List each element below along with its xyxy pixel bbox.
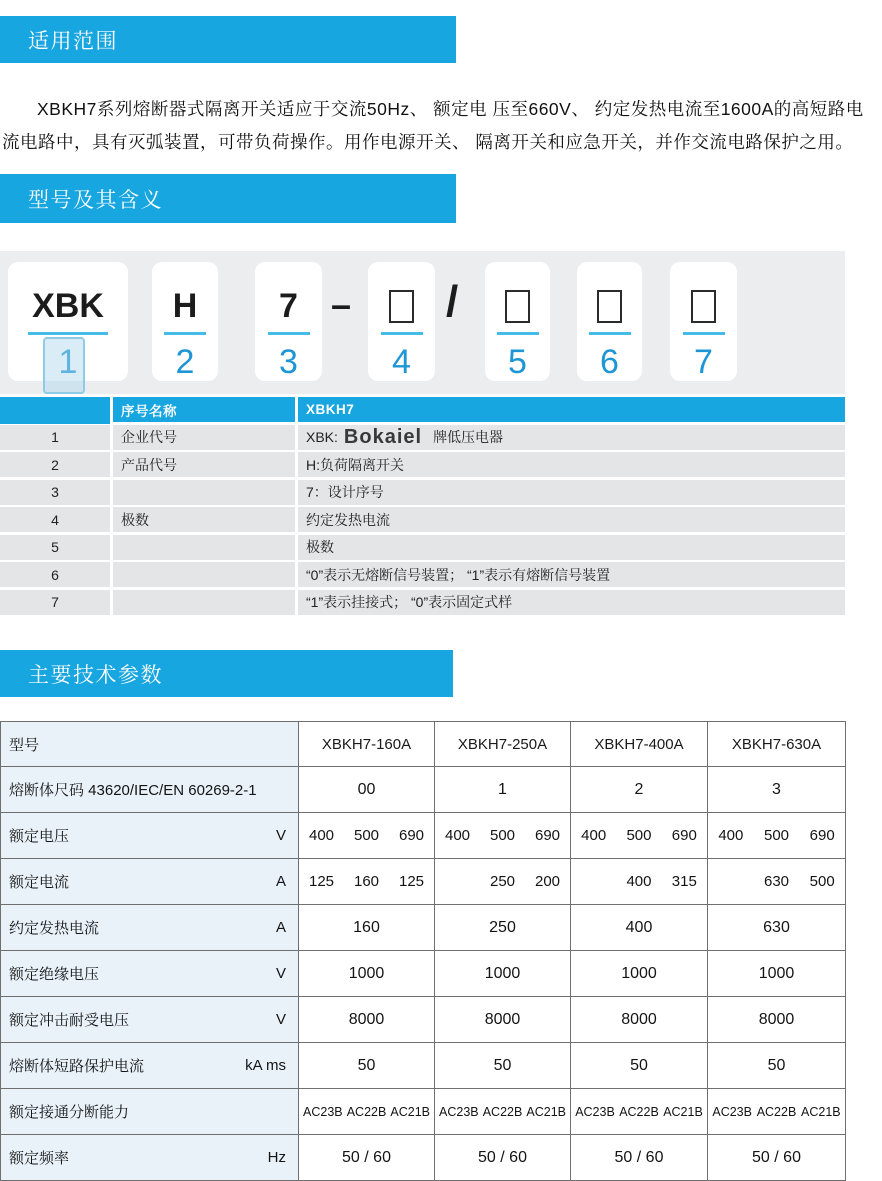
model-table-row-name (113, 590, 295, 615)
tech-row-label-cell (1, 951, 299, 997)
segment-underline-decoration (497, 332, 539, 335)
model-table-row-number: 7 (0, 590, 110, 615)
tech-value-cell: 160 (299, 905, 435, 951)
tech-value-triple (299, 827, 434, 844)
tech-value-cell: 2 (571, 767, 708, 813)
brand-prefix: XBK: (306, 429, 338, 445)
tech-sub-value: 125 (398, 873, 425, 890)
tech-value-cell: 50 / 60 (299, 1135, 435, 1181)
tech-value-cell: 8000 (435, 997, 571, 1043)
tech-row-unit: V (275, 1011, 286, 1028)
model-table-row-desc: 7：设计序号 (298, 480, 845, 505)
model-table-row-number: 1 (0, 425, 110, 450)
model-table-row-desc: “0”表示无熔断信号装置； “1”表示有熔断信号装置 (298, 562, 845, 587)
tech-value-cell: 8000 (571, 997, 708, 1043)
tech-value-triple (571, 1105, 707, 1119)
tech-row-label-wrap (1, 963, 298, 984)
tech-sub-value: 400 (626, 873, 652, 890)
tech-sub-value: 500 (763, 827, 790, 844)
tech-value-cell (435, 813, 571, 859)
model-segment-card-5 (485, 262, 550, 381)
tech-row-label-wrap (1, 917, 298, 938)
segment-code (389, 288, 414, 324)
tech-value-cell: 1000 (708, 951, 846, 997)
model-segment-card-2 (152, 262, 218, 381)
tech-row-label: 额定频率 (9, 1150, 70, 1167)
tech-value-triple (299, 1105, 434, 1119)
tech-value-cell: 400 (571, 905, 708, 951)
tech-value-triple (435, 873, 570, 890)
section-title-params: 主要技术参数 (28, 663, 163, 687)
tech-sub-value: AC23B (439, 1104, 479, 1119)
tech-row-unit: V (275, 827, 286, 844)
model-table-row-name (113, 535, 295, 560)
segment-number: 2 (175, 343, 195, 381)
tech-sub-value: 500 (489, 827, 516, 844)
segment-1-highlight-box (43, 337, 85, 394)
tech-row-label: 额定电流 (9, 874, 70, 891)
tech-value-cell (708, 1089, 846, 1135)
tech-table-row (1, 1089, 846, 1135)
tech-sub-value: 500 (809, 873, 835, 890)
model-table-row-number: 5 (0, 535, 110, 560)
tech-sub-value: AC22B (619, 1104, 659, 1119)
tech-row-label: 额定接通分断能力 (9, 1104, 130, 1121)
tech-value-cell: 1000 (571, 951, 708, 997)
tech-sub-value: AC21B (801, 1104, 841, 1119)
tech-table-row (1, 813, 846, 859)
tech-value-cell: 50 (571, 1043, 708, 1089)
tech-table-row (1, 1135, 846, 1181)
tech-value-triple (435, 827, 570, 844)
segment-number: 1 (58, 343, 78, 381)
tech-value-cell: 50 / 60 (571, 1135, 708, 1181)
tech-sub-value: AC22B (756, 1104, 797, 1119)
tech-value-triple (571, 827, 707, 844)
section-banner-model (0, 174, 456, 223)
tech-sub-value: 400 (444, 827, 471, 844)
section-banner-params (0, 650, 453, 697)
tech-value-cell: 50 (299, 1043, 435, 1089)
model-table-row-number: 2 (0, 452, 110, 477)
tech-value-cell (708, 859, 846, 905)
dash-separator: – (331, 284, 352, 325)
model-table-row-number: 4 (0, 507, 110, 532)
segment-code: H (172, 287, 198, 325)
model-table-row-name (113, 562, 295, 587)
tech-value-triple (708, 1105, 845, 1119)
tech-sub-value: AC22B (482, 1104, 523, 1119)
tech-sub-value: 200 (534, 873, 561, 890)
tech-sub-value: 400 (308, 827, 335, 844)
tech-row-label-wrap (1, 1101, 298, 1122)
tech-row-label-wrap (1, 1055, 298, 1076)
tech-row-label: 额定冲击耐受电压 (9, 1012, 130, 1029)
tech-sub-value: 125 (308, 873, 335, 890)
segment-underline-decoration (28, 332, 108, 335)
tech-sub-value: 630 (763, 873, 790, 890)
tech-row-label-cell (1, 997, 299, 1043)
tech-sub-value: 690 (809, 827, 835, 844)
tech-table-row (1, 951, 846, 997)
model-segment-card-3 (255, 262, 322, 381)
section-title-model: 型号及其含义 (28, 188, 163, 212)
tech-value-cell (571, 1089, 708, 1135)
tech-table-row (1, 905, 846, 951)
tech-value-cell: 3 (708, 767, 846, 813)
empty-box-placeholder (389, 290, 414, 323)
model-table-row-desc: “1”表示挂接式； “0”表示固定式样 (298, 590, 845, 615)
model-table-header-name: 序号名称 (113, 397, 295, 422)
tech-row-label-cell (1, 1043, 299, 1089)
tech-value-triple (571, 873, 707, 890)
tech-sub-value: 500 (626, 827, 652, 844)
tech-table-row (1, 1043, 846, 1089)
tech-value-cell: 630 (708, 905, 846, 951)
model-table-row-desc: 极数 (298, 535, 845, 560)
tech-value-cell: 250 (435, 905, 571, 951)
tech-row-label-wrap (1, 779, 298, 800)
tech-model-header: XBKH7-160A (299, 722, 435, 767)
tech-sub-value: AC23B (575, 1104, 615, 1119)
model-table-row-number: 3 (0, 480, 110, 505)
segment-number: 7 (694, 343, 713, 381)
model-table-row-number: 6 (0, 562, 110, 587)
segment-number: 3 (279, 343, 298, 381)
segment-underline-decoration (381, 332, 423, 335)
model-table-header-xbkh7: XBKH7 (298, 397, 845, 422)
tech-value-triple (708, 873, 845, 890)
tech-model-header: XBKH7-400A (571, 722, 708, 767)
tech-value-cell: 8000 (299, 997, 435, 1043)
brand-logo-text: Bokaiel (343, 425, 423, 448)
tech-sub-value: 250 (489, 873, 516, 890)
tech-value-cell: 50 (708, 1043, 846, 1089)
tech-sub-value: AC22B (346, 1104, 387, 1119)
brand-suffix: 牌低压电器 (433, 429, 504, 445)
tech-value-cell (571, 813, 708, 859)
tech-value-cell: 1 (435, 767, 571, 813)
tech-value-cell: 8000 (708, 997, 846, 1043)
model-table-row-name (113, 480, 295, 505)
tech-row-label-wrap (1, 1009, 298, 1030)
tech-value-triple (708, 827, 845, 844)
tech-row-label-cell (1, 813, 299, 859)
segment-underline-decoration (268, 332, 310, 335)
tech-sub-value: AC21B (663, 1104, 703, 1119)
tech-row-label-cell (1, 722, 299, 767)
tech-sub-value: AC23B (712, 1104, 752, 1119)
tech-sub-value: 690 (398, 827, 425, 844)
empty-box-placeholder (597, 290, 622, 323)
tech-sub-value: 400 (718, 827, 744, 844)
model-table-row-desc: 约定发热电流 (298, 507, 845, 532)
segment-underline-decoration (683, 332, 725, 335)
tech-row-unit: Hz (267, 1149, 286, 1166)
tech-model-header: XBKH7-630A (708, 722, 846, 767)
segment-code (505, 288, 530, 324)
tech-value-cell (708, 813, 846, 859)
tech-sub-value: AC21B (390, 1104, 430, 1119)
model-table-row-name: 极数 (113, 507, 295, 532)
tech-sub-value: 690 (671, 827, 697, 844)
slash-separator: / (446, 277, 459, 326)
scope-paragraph: XBKH7系列熔断器式隔离开关适应于交流50Hz、 额定电 压至660V、 约定发热电流至1600A的高短路电流电路中，具有灭弧装置，可带负荷操作。用作电源开关、 隔离开关和应急开关，并作交流电路保护之用。 (2, 99, 864, 152)
tech-value-cell (299, 813, 435, 859)
tech-value-cell: 1000 (435, 951, 571, 997)
model-segment-card-6 (577, 262, 642, 381)
model-table-header-blank (0, 397, 110, 424)
model-table-row-name: 企业代号 (113, 425, 295, 450)
tech-row-label: 额定绝缘电压 (9, 966, 100, 983)
tech-sub-value: 690 (534, 827, 561, 844)
tech-value-cell (571, 859, 708, 905)
tech-value-cell: 50 / 60 (708, 1135, 846, 1181)
tech-row-label-wrap (1, 871, 298, 892)
tech-row-label-wrap (1, 1147, 298, 1168)
tech-row-label: 额定电压 (9, 828, 70, 845)
model-meaning-table (0, 397, 845, 615)
tech-row-label-cell (1, 1135, 299, 1181)
empty-box-placeholder (505, 290, 530, 323)
section-title-scope: 适用范围 (28, 29, 118, 53)
tech-sub-value: 160 (353, 873, 380, 890)
segment-underline-decoration (589, 332, 631, 335)
segment-number: 5 (508, 343, 527, 381)
tech-row-label: 约定发热电流 (9, 920, 100, 937)
tech-row-label: 熔断体尺码 43620/IEC/EN 60269-2-1 (9, 782, 257, 799)
tech-value-cell: 00 (299, 767, 435, 813)
segment-number: 4 (392, 343, 411, 381)
model-table-row-desc: H:负荷隔离开关 (298, 452, 845, 477)
tech-value-cell (299, 859, 435, 905)
tech-value-cell (435, 1089, 571, 1135)
tech-value-triple (299, 873, 434, 890)
tech-row-label-cell (1, 1089, 299, 1135)
tech-row-label-cell (1, 905, 299, 951)
technical-parameters-table (0, 721, 846, 1181)
model-segment-card-7 (670, 262, 737, 381)
tech-model-header: XBKH7-250A (435, 722, 571, 767)
section-banner-scope (0, 16, 456, 63)
tech-value-cell: 50 / 60 (435, 1135, 571, 1181)
model-code-diagram (0, 251, 845, 394)
tech-value-cell (299, 1089, 435, 1135)
segment-code: 7 (279, 287, 298, 325)
tech-sub-value: 315 (671, 873, 697, 890)
tech-table-header-row (1, 722, 846, 767)
segment-code: XBK (32, 287, 104, 325)
tech-row-unit: V (275, 965, 286, 982)
model-table-row-name: 产品代号 (113, 452, 295, 477)
tech-row-label: 型号 (9, 736, 40, 754)
tech-table-row (1, 997, 846, 1043)
tech-sub-value: 500 (353, 827, 380, 844)
tech-row-unit: A (275, 873, 286, 890)
tech-row-unit: kA ms (245, 1057, 286, 1074)
tech-value-triple (435, 1105, 570, 1119)
segment-number: 6 (600, 343, 619, 381)
tech-value-cell: 1000 (299, 951, 435, 997)
tech-sub-value: AC21B (526, 1104, 566, 1119)
tech-row-label-wrap (1, 825, 298, 846)
tech-value-cell (435, 859, 571, 905)
tech-row-unit: A (275, 919, 286, 936)
tech-sub-value: 400 (581, 827, 607, 844)
tech-value-cell: 50 (435, 1043, 571, 1089)
empty-box-placeholder (691, 290, 716, 323)
segment-code (597, 288, 622, 324)
tech-row-label-wrap (1, 734, 298, 755)
tech-table-row (1, 767, 846, 813)
model-segment-card-4 (368, 262, 435, 381)
segment-underline-decoration (164, 332, 206, 335)
tech-row-label-cell (1, 767, 299, 813)
model-table-row-desc (298, 425, 845, 450)
tech-row-label: 熔断体短路保护电流 (9, 1058, 145, 1075)
tech-table-row (1, 859, 846, 905)
tech-row-label-cell (1, 859, 299, 905)
segment-code (691, 288, 716, 324)
tech-sub-value: AC23B (303, 1104, 343, 1119)
